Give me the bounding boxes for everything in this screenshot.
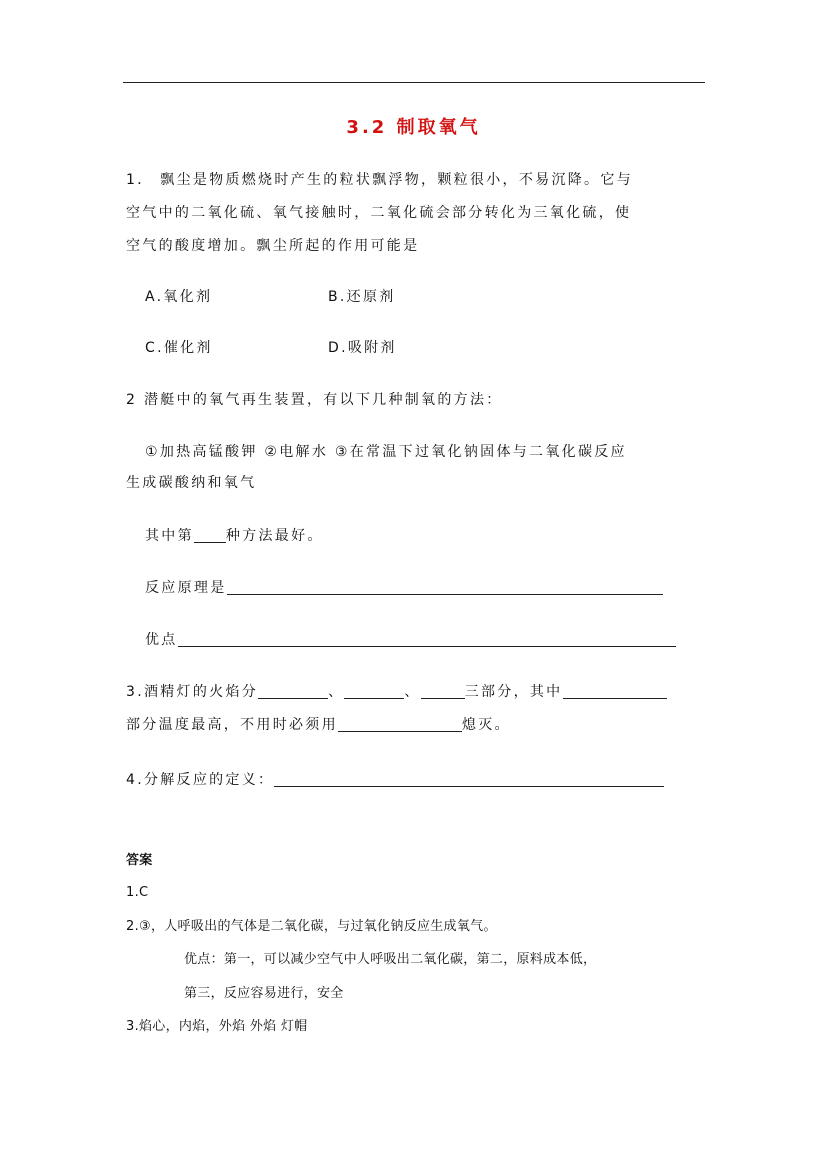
flame-blank-3[interactable] bbox=[421, 683, 465, 699]
question-3-sep-2: 、 bbox=[404, 684, 421, 700]
question-1-line-1: 1． 飘尘是物质燃烧时产生的粒状飘浮物，颗粒很小，不易沉降。它与 bbox=[126, 172, 633, 188]
question-4 bbox=[126, 764, 664, 797]
question-3-mid: 三部分，其中 bbox=[464, 684, 563, 700]
best-method-suffix: 种方法最好。 bbox=[225, 528, 324, 544]
principle-label: 反应原理是 bbox=[145, 580, 227, 596]
flame-blank-2[interactable] bbox=[344, 683, 404, 699]
advantage-blank[interactable] bbox=[178, 631, 676, 647]
question-2-principle bbox=[145, 572, 663, 605]
question-1-line-2: 空气中的二氧化硫、氧气接触时，二氧化硫会部分转化为三氧化硫，使 bbox=[126, 205, 632, 221]
answer-2-advantage-line-2: 第三，反应容易进行，安全 bbox=[184, 986, 344, 1001]
header-rule bbox=[123, 82, 705, 83]
question-3-line-2-suffix: 熄灭。 bbox=[461, 717, 511, 733]
option-d: D.吸附剂 bbox=[328, 340, 397, 356]
question-2-stem: 2 潜艇中的氧气再生装置，有以下几种制氧的方法： bbox=[126, 392, 503, 408]
answer-2: 2.③，人呼吸出的气体是二氧化碳，与过氧化钠反应生成氧气。 bbox=[126, 919, 497, 934]
principle-blank[interactable] bbox=[227, 579, 663, 595]
extinguish-blank[interactable] bbox=[338, 716, 462, 732]
question-3-line-2-prefix: 部分温度最高，不用时必须用 bbox=[126, 717, 338, 733]
answer-1: 1.C bbox=[126, 885, 149, 900]
question-3-prefix: 3.酒精灯的火焰分 bbox=[126, 684, 259, 700]
question-2-advantage bbox=[145, 624, 676, 657]
best-method-blank[interactable] bbox=[194, 527, 226, 543]
question-4-prefix: 4.分解反应的定义： bbox=[126, 772, 275, 788]
definition-blank[interactable] bbox=[274, 771, 664, 787]
question-2-methods-line-2: 生成碳酸纳和氧气 bbox=[126, 475, 257, 491]
flame-blank-1[interactable] bbox=[258, 683, 328, 699]
advantage-label: 优点 bbox=[145, 632, 178, 648]
question-1 bbox=[126, 164, 633, 263]
question-3-line-1 bbox=[126, 676, 667, 709]
question-2-methods-line-1: ①加热高锰酸钾 ②电解水 ③在常温下过氧化钠固体与二氧化碳反应 bbox=[145, 444, 627, 460]
option-c: C.催化剂 bbox=[145, 340, 213, 356]
hottest-part-blank[interactable] bbox=[563, 683, 667, 699]
answer-2-advantage-line-1: 优点：第一，可以减少空气中人呼吸出二氧化碳，第二，原料成本低， bbox=[184, 952, 597, 967]
question-2-best-method bbox=[145, 520, 324, 553]
option-b: B.还原剂 bbox=[328, 289, 396, 305]
option-a: A.氧化剂 bbox=[145, 289, 213, 305]
question-1-line-3: 空气的酸度增加。飘尘所起的作用可能是 bbox=[126, 238, 420, 254]
page-title: 3.2 制取氧气 bbox=[346, 117, 481, 138]
best-method-prefix: 其中第 bbox=[145, 528, 194, 544]
answer-3: 3.焰心，内焰，外焰 外焰 灯帽 bbox=[126, 1019, 308, 1034]
question-3-sep-1: 、 bbox=[328, 684, 345, 700]
answers-heading: 答案 bbox=[126, 853, 153, 868]
question-3-line-2 bbox=[126, 709, 511, 742]
